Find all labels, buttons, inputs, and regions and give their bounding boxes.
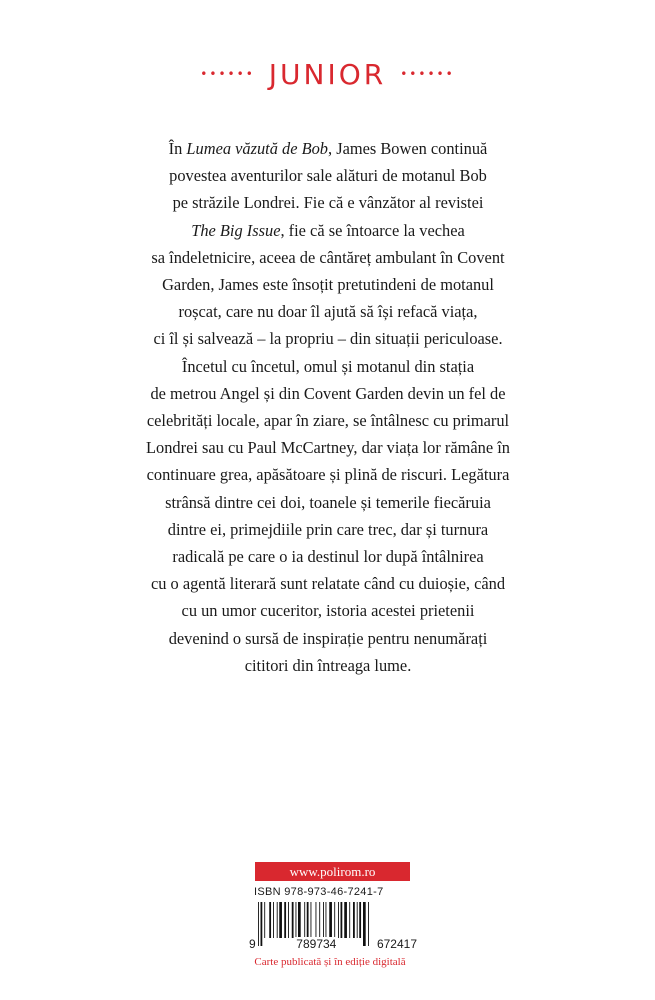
- blurb-text: strânsă dintre cei doi, toanele și temerile fiecăruia: [165, 492, 491, 512]
- blurb-line: [118, 298, 538, 325]
- blurb-line: [118, 135, 538, 162]
- blurb-text: pe străzile Londrei. Fie că e vânzător al revistei: [172, 193, 484, 213]
- blurb-line: [118, 189, 538, 216]
- blurb-line: [118, 380, 538, 407]
- blurb-text: cu un umor cuceritor, istoria acestei prietenii: [181, 601, 475, 621]
- blurb-text: cu o agentă literară sunt relatate când cu duioșie, când: [150, 574, 506, 594]
- blurb-text: cititori din întreaga lume.: [244, 655, 412, 675]
- barcode-bar: [359, 902, 361, 938]
- barcode-bar: [296, 902, 297, 938]
- barcode-bar: [329, 902, 332, 938]
- blurb-text: Încetul cu încetul, omul și motanul din stația: [181, 356, 475, 376]
- barcode-bar: [341, 902, 343, 938]
- barcode-bar: [357, 902, 358, 938]
- blurb-line: [118, 162, 538, 189]
- barcode-digit-group: 789734: [296, 937, 337, 951]
- back-cover-blurb: [118, 135, 538, 679]
- barcode-bar: [284, 902, 286, 938]
- series-title: JUNIOR: [268, 57, 387, 91]
- barcode-bar: [353, 902, 355, 938]
- blurb-line: [118, 489, 538, 516]
- blurb-text: , fie că se întoarce la vechea: [280, 220, 465, 240]
- barcode-bar: [277, 902, 278, 938]
- blurb-title-italic: The Big Issue: [191, 220, 281, 240]
- barcode-bar: [326, 902, 327, 938]
- barcode-bar: [349, 902, 350, 938]
- isbn-number: ISBN 978-973-46-7241-7: [254, 886, 384, 898]
- blurb-line: [118, 625, 538, 652]
- blurb-text: de metrou Angel și din Covent Garden devin un fel de: [150, 383, 506, 403]
- barcode-digits: [248, 937, 418, 951]
- barcode-bar: [273, 902, 274, 938]
- blurb-line: [118, 325, 538, 352]
- blurb-line: [118, 271, 538, 298]
- decor-dots-right: ••••••: [400, 67, 455, 81]
- barcode-bar: [338, 902, 339, 938]
- blurb-line: [118, 516, 538, 543]
- decor-dots-left: ••••••: [200, 67, 255, 81]
- blurb-line: [118, 597, 538, 624]
- blurb-text: celebrități locale, apar în ziare, se întâlnesc cu primarul: [146, 411, 510, 431]
- publisher-website: www.polirom.ro: [255, 862, 410, 881]
- barcode-digit-group: 9: [249, 937, 256, 951]
- barcode-bar: [279, 902, 282, 938]
- digital-edition-note: Carte publicată și în ediție digitală: [254, 956, 406, 968]
- barcode-bar: [323, 902, 324, 938]
- barcode-bar: [307, 902, 309, 938]
- barcode-bar: [298, 902, 301, 938]
- barcode-bar: [334, 902, 335, 938]
- blurb-line: [118, 353, 538, 380]
- blurb-text: ci îl și salvează – la propriu – din situații periculoase.: [153, 329, 503, 349]
- blurb-line: [118, 217, 538, 244]
- barcode-bar: [292, 902, 294, 938]
- blurb-text: povestea aventurilor sale alături de motanul Bob: [169, 166, 487, 186]
- blurb-line: [118, 543, 538, 570]
- blurb-text: , James Bowen continuă: [328, 139, 488, 158]
- series-header: [0, 52, 655, 96]
- blurb-text: radicală pe care o ia destinul lor după întâlnirea: [172, 547, 484, 567]
- barcode-bar: [344, 902, 347, 938]
- barcode-digit-group: 672417: [376, 937, 417, 951]
- barcode-bar: [264, 902, 265, 938]
- blurb-text: devenind o sursă de inspirație pentru nenumărați: [168, 628, 488, 648]
- blurb-text: În: [168, 139, 187, 158]
- blurb-line: [118, 244, 538, 271]
- blurb-text: Garden, James este însoțit pretutindeni de motanul: [162, 275, 494, 295]
- barcode-bar: [288, 902, 289, 938]
- blurb-text: continuare grea, apăsătoare și plină de riscuri. Legătura: [146, 465, 510, 485]
- blurb-text: sa îndeletnicire, aceea de cântăreț ambulant în Covent: [151, 247, 505, 267]
- blurb-line: [118, 570, 538, 597]
- blurb-text: Londrei sau cu Paul McCartney, dar viața lor rămâne în: [146, 438, 510, 458]
- blurb-text: roșcat, care nu doar îl ajută să își refacă viața,: [178, 302, 478, 322]
- blurb-title-italic: Lumea văzută de Bob: [186, 139, 328, 158]
- blurb-line: [118, 407, 538, 434]
- blurb-line: [118, 652, 538, 679]
- barcode-bar: [311, 902, 312, 938]
- barcode-bar: [304, 902, 305, 938]
- blurb-text: dintre ei, primejdiile prin care trec, dar și turnura: [167, 519, 489, 539]
- barcode-bar: [269, 902, 271, 938]
- blurb-line: [118, 461, 538, 488]
- blurb-line: [118, 434, 538, 461]
